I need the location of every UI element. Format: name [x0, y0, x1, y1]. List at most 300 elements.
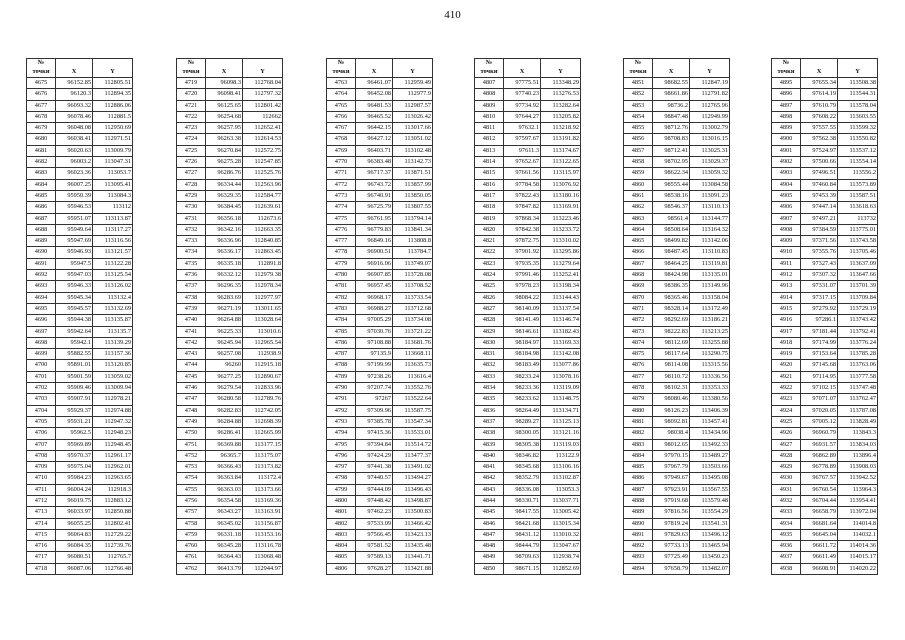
x-coordinate: 96345.28 — [206, 541, 243, 552]
table-row — [772, 145, 878, 156]
y-coordinate: 113743.58 — [838, 236, 878, 247]
table-row — [177, 78, 283, 89]
point-number: 4933 — [772, 507, 801, 518]
y-coordinate: 113135.7 — [93, 326, 133, 337]
x-coordinate: 96767.57 — [801, 473, 838, 484]
point-number: 4713 — [27, 507, 56, 518]
x-coordinate: 95950.39 — [56, 190, 93, 201]
y-coordinate: 112572.75 — [243, 145, 283, 156]
table-row — [624, 303, 730, 314]
y-coordinate: 113122.65 — [541, 157, 581, 168]
x-coordinate: 95942.64 — [56, 326, 93, 337]
x-coordinate: 96055.25 — [56, 518, 93, 529]
point-number: 4755 — [177, 484, 206, 495]
table-row — [177, 495, 283, 506]
point-number: 4714 — [27, 518, 56, 529]
y-coordinate: 113010.32 — [541, 529, 581, 540]
y-coordinate: 113709.84 — [838, 292, 878, 303]
table-row — [177, 213, 283, 224]
table-row — [177, 258, 283, 269]
x-coordinate: 98328.14 — [653, 303, 690, 314]
x-coordinate: 98305.38 — [504, 439, 541, 450]
y-coordinate: 113116.56 — [93, 236, 133, 247]
table-row — [177, 360, 283, 371]
point-number: 4901 — [772, 145, 801, 156]
y-coordinate: 113353.33 — [690, 383, 730, 394]
table-row — [475, 394, 581, 405]
x-coordinate: 96087.06 — [56, 563, 93, 574]
x-coordinate: 96681.64 — [801, 518, 838, 529]
point-number: 4827 — [475, 303, 504, 314]
point-number: 4795 — [327, 439, 356, 450]
y-coordinate: 113618.63 — [838, 202, 878, 213]
point-number: 4825 — [475, 281, 504, 292]
point-number: 4918 — [772, 337, 801, 348]
table-row — [327, 111, 433, 122]
x-coordinate: 98222.83 — [653, 326, 690, 337]
x-coordinate: 95909.46 — [56, 383, 93, 394]
point-number: 4782 — [327, 292, 356, 303]
table-row — [27, 394, 133, 405]
x-coordinate: 97597.67 — [504, 134, 541, 145]
y-coordinate: 113121.57 — [93, 247, 133, 258]
table-row — [475, 190, 581, 201]
x-coordinate: 97327.43 — [801, 258, 838, 269]
y-coordinate: 113164.32 — [690, 224, 730, 235]
y-coordinate: 113158.04 — [690, 292, 730, 303]
table-row — [475, 349, 581, 360]
table-row — [624, 439, 730, 450]
x-coordinate: 96717.37 — [356, 168, 393, 179]
table-row — [624, 292, 730, 303]
point-number: 4760 — [177, 541, 206, 552]
table-row — [27, 450, 133, 461]
y-coordinate: 113149.96 — [690, 281, 730, 292]
x-coordinate: 97444.09 — [356, 484, 393, 495]
y-coordinate: 113537.12 — [838, 145, 878, 156]
point-number: 4735 — [177, 258, 206, 269]
table-row — [772, 518, 878, 529]
y-coordinate: 113834.03 — [838, 439, 878, 450]
x-coordinate: 97286.1 — [801, 315, 838, 326]
y-coordinate: 113492.33 — [690, 439, 730, 450]
point-number: 4864 — [624, 224, 653, 235]
x-coordinate: 95945.34 — [56, 292, 93, 303]
point-number: 4678 — [27, 111, 56, 122]
y-coordinate: 113494.27 — [393, 473, 433, 484]
table-row — [327, 281, 433, 292]
table-row — [27, 100, 133, 111]
y-coordinate: 113503.66 — [690, 462, 730, 473]
point-number: 4806 — [327, 563, 356, 574]
table-row — [772, 360, 878, 371]
x-coordinate: 96020.63 — [56, 145, 93, 156]
point-number: 4779 — [327, 258, 356, 269]
x-coordinate: 98671.15 — [504, 563, 541, 574]
table-row — [475, 236, 581, 247]
table-row — [177, 224, 283, 235]
table-row — [772, 383, 878, 394]
table-row — [177, 349, 283, 360]
point-number: 4817 — [475, 190, 504, 201]
y-coordinate: 113115.97 — [541, 168, 581, 179]
y-coordinate: 113441.71 — [393, 552, 433, 563]
x-coordinate: 97970.15 — [653, 450, 690, 461]
x-coordinate: 95945.57 — [56, 303, 93, 314]
table-row — [177, 473, 283, 484]
point-number: 4796 — [327, 450, 356, 461]
y-coordinate: 113808.8 — [393, 236, 433, 247]
x-coordinate: 97868.34 — [504, 213, 541, 224]
point-number: 4739 — [177, 303, 206, 314]
x-coordinate: 97309.96 — [356, 405, 393, 416]
x-coordinate: 98330.71 — [504, 495, 541, 506]
point-number: 4899 — [772, 123, 801, 134]
table-row — [772, 224, 878, 235]
table-row — [624, 247, 730, 258]
point-number: 4898 — [772, 111, 801, 122]
x-coordinate: 96900.51 — [356, 247, 393, 258]
table-row — [27, 371, 133, 382]
point-number: 4731 — [177, 213, 206, 224]
point-number: 4810 — [475, 111, 504, 122]
point-number: 4794 — [327, 428, 356, 439]
x-coordinate: 97238.26 — [356, 371, 393, 382]
y-coordinate: 113029.37 — [690, 157, 730, 168]
point-number: 4746 — [177, 383, 206, 394]
y-coordinate: 113380.56 — [690, 394, 730, 405]
x-coordinate: 97842.38 — [504, 224, 541, 235]
x-coordinate: 96152.85 — [56, 78, 93, 89]
y-coordinate: 113051.02 — [393, 134, 433, 145]
table-row — [624, 179, 730, 190]
point-number: 4724 — [177, 134, 206, 145]
table-row — [624, 450, 730, 461]
x-coordinate: 96245.94 — [206, 337, 243, 348]
x-coordinate: 96263.38 — [206, 134, 243, 145]
table-row — [327, 89, 433, 100]
table-row — [27, 315, 133, 326]
table-row — [327, 258, 433, 269]
x-coordinate: 98345.68 — [504, 462, 541, 473]
table-row — [624, 258, 730, 269]
table-row — [624, 518, 730, 529]
y-coordinate: 112797.32 — [243, 89, 283, 100]
x-coordinate: 95984.23 — [56, 473, 93, 484]
table-row — [177, 89, 283, 100]
table-row — [327, 529, 433, 540]
table-row — [177, 315, 283, 326]
y-coordinate: 113026.42 — [393, 111, 433, 122]
table-row — [327, 450, 433, 461]
table-row — [624, 315, 730, 326]
x-coordinate: 96611.72 — [801, 541, 838, 552]
x-coordinate: 97424.29 — [356, 450, 393, 461]
point-number: 4891 — [624, 529, 653, 540]
table-row — [772, 168, 878, 179]
table-row — [27, 190, 133, 201]
table-row — [327, 552, 433, 563]
y-coordinate: 113182.43 — [541, 326, 581, 337]
x-coordinate: 95947.69 — [56, 236, 93, 247]
point-number: 4695 — [27, 303, 56, 314]
x-coordinate: 96778.89 — [801, 462, 838, 473]
x-coordinate: 96038.41 — [56, 134, 93, 145]
point-number: 4711 — [27, 484, 56, 495]
x-coordinate: 95947.5 — [56, 258, 93, 269]
y-coordinate: 112944.97 — [243, 563, 283, 574]
x-coordinate: 97872.75 — [504, 236, 541, 247]
table-row — [177, 247, 283, 258]
x-coordinate: 97460.84 — [801, 179, 838, 190]
table-row — [27, 495, 133, 506]
table-row — [177, 541, 283, 552]
table-row — [475, 484, 581, 495]
y-coordinate: 113037.71 — [541, 495, 581, 506]
y-coordinate: 112663.35 — [243, 224, 283, 235]
y-coordinate: 113554.29 — [690, 507, 730, 518]
table-row — [475, 111, 581, 122]
header-y: Y — [393, 68, 433, 78]
x-coordinate: 97608.22 — [801, 111, 838, 122]
point-number: 4912 — [772, 270, 801, 281]
point-number: 4773 — [327, 190, 356, 201]
x-coordinate: 97644.27 — [504, 111, 541, 122]
x-coordinate: 96264.88 — [206, 315, 243, 326]
x-coordinate: 98112.69 — [653, 337, 690, 348]
table-row — [27, 507, 133, 518]
y-coordinate: 112639.61 — [243, 202, 283, 213]
table-row — [624, 371, 730, 382]
point-number: 4903 — [772, 168, 801, 179]
y-coordinate: 113550.82 — [838, 134, 878, 145]
x-coordinate: 98346.82 — [504, 450, 541, 461]
y-coordinate: 113616.4 — [393, 371, 433, 382]
y-coordinate: 113077.86 — [541, 360, 581, 371]
header-blank — [801, 59, 838, 69]
x-coordinate: 95951.07 — [56, 213, 93, 224]
x-coordinate: 98336.08 — [504, 484, 541, 495]
table-row — [475, 258, 581, 269]
table-row — [772, 495, 878, 506]
table-row — [327, 247, 433, 258]
y-coordinate: 113121.16 — [541, 428, 581, 439]
x-coordinate: 96442.15 — [356, 123, 393, 134]
point-number: 4832 — [475, 360, 504, 371]
point-number: 4821 — [475, 236, 504, 247]
point-number: 4729 — [177, 190, 206, 201]
table-row — [772, 552, 878, 563]
y-coordinate: 113762.47 — [838, 394, 878, 405]
x-coordinate: 96093.32 — [56, 100, 93, 111]
y-coordinate: 113120.85 — [93, 360, 133, 371]
x-coordinate: 96257.95 — [206, 123, 243, 134]
table-row — [327, 78, 433, 89]
y-coordinate: 112652.41 — [243, 123, 283, 134]
table-row — [772, 563, 878, 574]
point-number: 4754 — [177, 473, 206, 484]
x-coordinate: 95931.21 — [56, 416, 93, 427]
table-row — [327, 518, 433, 529]
table-row — [624, 78, 730, 89]
table-row — [27, 326, 133, 337]
y-coordinate: 113252.41 — [541, 270, 581, 281]
y-coordinate: 113435.48 — [393, 541, 433, 552]
x-coordinate: 96284.88 — [206, 416, 243, 427]
table-row — [27, 111, 133, 122]
table-row — [27, 473, 133, 484]
table-row — [772, 529, 878, 540]
point-number: 4742 — [177, 337, 206, 348]
y-coordinate: 113491.02 — [393, 462, 433, 473]
header-blank — [653, 59, 690, 69]
point-number: 4803 — [327, 529, 356, 540]
x-coordinate: 96003.2 — [56, 157, 93, 168]
x-coordinate: 98431.12 — [504, 529, 541, 540]
y-coordinate: 113095.41 — [93, 179, 133, 190]
point-number: 4805 — [327, 552, 356, 563]
table-row — [772, 179, 878, 190]
x-coordinate: 97632.1 — [504, 123, 541, 134]
x-coordinate: 96384.45 — [206, 202, 243, 213]
table-row — [177, 371, 283, 382]
y-coordinate: 113132.69 — [93, 303, 133, 314]
header-point-label: точки — [624, 68, 653, 78]
header-point-label: точки — [772, 68, 801, 78]
point-number: 4709 — [27, 462, 56, 473]
y-coordinate: 113603.55 — [838, 111, 878, 122]
table-row — [475, 507, 581, 518]
y-coordinate: 113191.82 — [541, 134, 581, 145]
table-row — [327, 315, 433, 326]
table-row — [177, 134, 283, 145]
table-row — [327, 383, 433, 394]
table-row — [27, 157, 133, 168]
point-number: 4863 — [624, 213, 653, 224]
y-coordinate: 112847.19 — [690, 78, 730, 89]
y-coordinate: 113496.12 — [690, 529, 730, 540]
table-row — [475, 450, 581, 461]
table-row — [475, 247, 581, 258]
x-coordinate: 97581.52 — [356, 541, 393, 552]
point-number: 4787 — [327, 349, 356, 360]
table-row — [177, 563, 283, 574]
x-coordinate: 96329.35 — [206, 190, 243, 201]
y-coordinate: 112938.74 — [541, 552, 581, 563]
y-coordinate: 112840.85 — [243, 236, 283, 247]
header-blank — [504, 59, 541, 69]
x-coordinate: 98386.35 — [653, 281, 690, 292]
point-number: 4866 — [624, 247, 653, 258]
point-number: 4686 — [27, 202, 56, 213]
x-coordinate: 97589.13 — [356, 552, 393, 563]
x-coordinate: 96760.54 — [801, 484, 838, 495]
point-number: 4768 — [327, 134, 356, 145]
table-row — [27, 247, 133, 258]
point-number: 4753 — [177, 462, 206, 473]
point-number: 4763 — [327, 78, 356, 89]
table-row — [177, 123, 283, 134]
x-coordinate: 98487.45 — [653, 247, 690, 258]
x-coordinate: 96257.08 — [206, 349, 243, 360]
point-number: 4697 — [27, 326, 56, 337]
y-coordinate: 113139.29 — [93, 337, 133, 348]
x-coordinate: 97153.64 — [801, 349, 838, 360]
point-number: 4693 — [27, 281, 56, 292]
y-coordinate: 112977.9 — [393, 89, 433, 100]
table-row — [327, 292, 433, 303]
point-number: 4745 — [177, 371, 206, 382]
table-row — [772, 450, 878, 461]
point-number: 4856 — [624, 134, 653, 145]
table-row — [475, 371, 581, 382]
table-row — [772, 78, 878, 89]
y-coordinate: 113106.16 — [541, 462, 581, 473]
table-row — [327, 394, 433, 405]
x-coordinate: 96413.79 — [206, 563, 243, 574]
y-coordinate: 113142.73 — [393, 157, 433, 168]
y-coordinate: 113421.88 — [393, 563, 433, 574]
point-number: 4867 — [624, 258, 653, 269]
header-number-sign: № — [177, 59, 206, 69]
y-coordinate: 112938.9 — [243, 349, 283, 360]
header-number-sign: № — [27, 59, 56, 69]
header-y: Y — [93, 68, 133, 78]
point-number: 4920 — [772, 360, 801, 371]
y-coordinate: 113777.58 — [838, 371, 878, 382]
table-row — [27, 563, 133, 574]
point-number: 4681 — [27, 145, 56, 156]
x-coordinate: 96383.48 — [356, 157, 393, 168]
y-coordinate: 113828.49 — [838, 416, 878, 427]
y-coordinate: 113807.55 — [393, 202, 433, 213]
x-coordinate: 97829.63 — [653, 529, 690, 540]
y-coordinate: 113908.03 — [838, 462, 878, 473]
point-number: 4820 — [475, 224, 504, 235]
point-number: 4687 — [27, 213, 56, 224]
y-coordinate: 113315.56 — [690, 360, 730, 371]
table-row — [475, 281, 581, 292]
point-number: 4853 — [624, 100, 653, 111]
x-coordinate: 98038.4 — [653, 428, 690, 439]
x-coordinate: 96296.35 — [206, 281, 243, 292]
x-coordinate: 96704.44 — [801, 495, 838, 506]
table-row — [177, 292, 283, 303]
table-row — [772, 507, 878, 518]
header-blank — [838, 59, 878, 69]
table-row — [177, 416, 283, 427]
x-coordinate: 96988.27 — [356, 303, 393, 314]
y-coordinate: 113482.07 — [690, 563, 730, 574]
x-coordinate: 96461.07 — [356, 78, 393, 89]
point-number: 4837 — [475, 416, 504, 427]
y-coordinate: 113787.08 — [838, 405, 878, 416]
table-row — [327, 371, 433, 382]
y-coordinate: 113148.75 — [541, 394, 581, 405]
table-row — [177, 303, 283, 314]
y-coordinate: 113116.78 — [243, 541, 283, 552]
point-number: 4877 — [624, 371, 653, 382]
y-coordinate: 114015.17 — [838, 552, 878, 563]
table-row — [475, 213, 581, 224]
table-row — [624, 326, 730, 337]
x-coordinate: 98538.16 — [653, 190, 690, 201]
table-row — [475, 303, 581, 314]
y-coordinate: 112801.42 — [243, 100, 283, 111]
y-coordinate: 113177.15 — [243, 439, 283, 450]
table-row — [772, 473, 878, 484]
x-coordinate: 97440.57 — [356, 473, 393, 484]
